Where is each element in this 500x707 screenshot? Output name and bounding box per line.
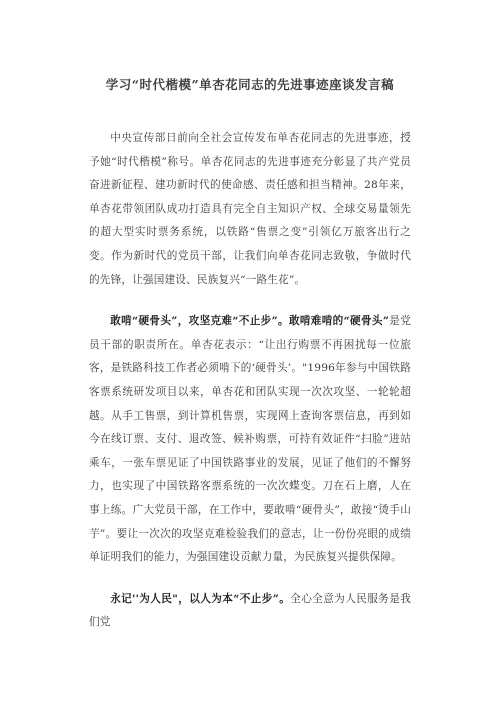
paragraph-intro-text: 中央宣传部日前向全社会宣传发布单杏花同志的先进事迹，授予她“时代楷模”称号。单杏花同志的先进事迹充分彰显了共产党员奋进新征程、建功新时代的使命感、责任感和担当精神。28年来，单杏花带领团队成功打造具有完全自主知识产权、全球交易量领先的超大型实时票务系统，以铁路“售票之变”引领亿万旅客出行之变。作为新时代的党员干部，让我们向单杏花同志致敬，争做时代的先锋，让强国建设、民族复兴“一路生花”。	[89, 132, 411, 286]
paragraph-intro	[89, 127, 411, 292]
document-title: 学习“时代楷模”单杏花同志的先进事迹座谈发言稿	[105, 77, 395, 92]
paragraph-hard-bones-lead: 敢啃“硬骨头”，攻坚克难“不止步”。敢啃难啃的“硬骨头”	[110, 315, 390, 328]
paragraph-hard-bones-text: 是党员干部的职责所在。单杏花表示：“让出行购票不再困扰每一位旅客，是铁路科技工作者必须啃下的‘硬骨头’。"1996年参与中国铁路客票系统研发项目以来，单杏花和团队实现一次次攻坚、一轮轮超越。从手工售票，到计算机售票，实现网上查询客票信息，再到如今在线订票、支付、退改签、候补购票，可持有效证件“扫脸”进站乘车，一张车票见证了中国铁路事业的发展，见证了他们的不懈努力，也实现了中国铁路客票系统的一次次蝶变。刀在石上磨，人在事上练。广大党员干部，在工作中，要敢啃“硬骨头”，敢接“烫手山芋”。要让一次次的攻坚克难检验我们的意志，让一份份亮眼的成绩单证明我们的能力，为强国建设贡献力量，为民族复兴提供保障。	[89, 315, 411, 564]
paragraph-for-people	[89, 588, 411, 635]
paragraph-for-people-lead: 永记''为人民"，以人为本“不止步”。	[110, 592, 291, 605]
paragraph-for-people-text: 全心全意为人民服务是我们党	[89, 592, 411, 629]
paragraph-hard-bones	[89, 310, 411, 570]
